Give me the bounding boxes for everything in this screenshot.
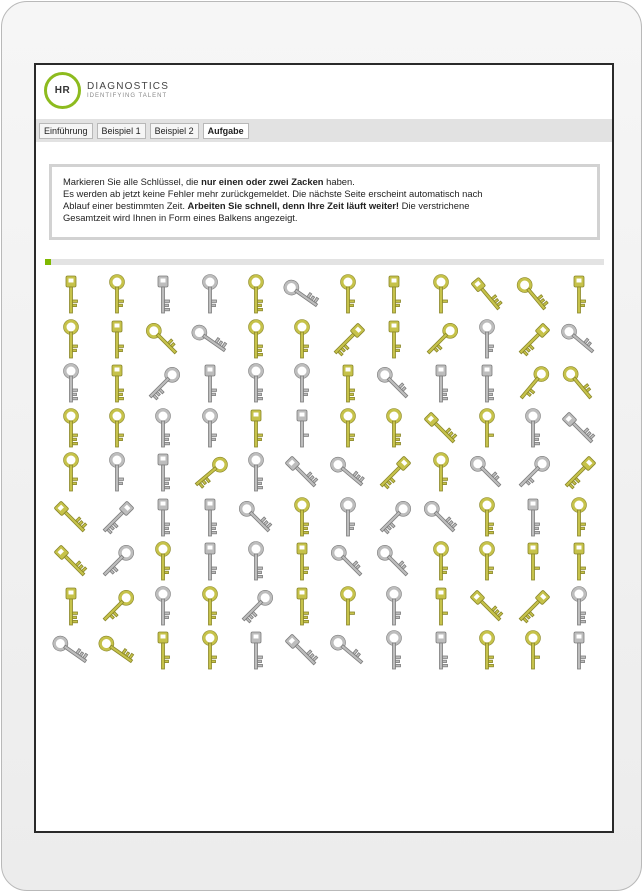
key-item[interactable] (557, 585, 601, 629)
key-icon (280, 362, 324, 406)
key-icon (141, 629, 185, 673)
key-item[interactable] (141, 362, 185, 406)
key-item[interactable] (372, 407, 416, 451)
key-icon (419, 629, 463, 673)
key-item[interactable] (465, 629, 509, 673)
key-icon (511, 496, 555, 540)
key-icon (557, 496, 601, 540)
key-icon (234, 407, 278, 451)
key-item[interactable] (372, 540, 416, 584)
key-item[interactable] (557, 629, 601, 673)
key-icon (326, 407, 370, 451)
tab-beispiel-2[interactable]: Beispiel 2 (150, 123, 199, 139)
key-icon (511, 540, 555, 584)
key-item[interactable] (95, 629, 139, 673)
key-icon (511, 585, 555, 629)
key-item[interactable] (372, 629, 416, 673)
key-icon (95, 629, 139, 673)
key-icon (372, 585, 416, 629)
key-icon (465, 273, 509, 317)
key-icon (141, 318, 185, 362)
instruction-line-1 (63, 176, 585, 188)
key-item[interactable] (188, 273, 232, 317)
key-item[interactable] (188, 540, 232, 584)
key-item[interactable] (557, 451, 601, 495)
key-item[interactable] (326, 273, 370, 317)
key-icon (465, 629, 509, 673)
key-item[interactable] (280, 273, 324, 317)
key-item[interactable] (280, 318, 324, 362)
key-item[interactable] (141, 540, 185, 584)
key-item[interactable] (49, 407, 93, 451)
instruction-line-4: Gesamtzeit wird Ihnen in Form eines Balkens angezeigt. (63, 212, 298, 223)
key-item[interactable] (419, 496, 463, 540)
key-icon (280, 629, 324, 673)
key-item[interactable] (280, 496, 324, 540)
key-item[interactable] (465, 496, 509, 540)
key-item[interactable] (372, 273, 416, 317)
key-icon (511, 362, 555, 406)
key-item[interactable] (419, 540, 463, 584)
key-icon (465, 362, 509, 406)
key-item[interactable] (280, 540, 324, 584)
key-item[interactable] (49, 273, 93, 317)
key-icon (557, 585, 601, 629)
key-icon (280, 496, 324, 540)
key-icon (95, 407, 139, 451)
key-icon (372, 496, 416, 540)
tablet-frame (1, 1, 642, 891)
tab-bar (36, 119, 612, 142)
key-icon (280, 540, 324, 584)
key-item[interactable] (511, 318, 555, 362)
key-item[interactable] (419, 451, 463, 495)
key-icon (419, 407, 463, 451)
key-icon (141, 451, 185, 495)
key-item[interactable] (557, 318, 601, 362)
key-item[interactable] (465, 318, 509, 362)
key-item[interactable] (511, 273, 555, 317)
key-icon (511, 273, 555, 317)
key-icon (234, 540, 278, 584)
key-icon (188, 585, 232, 629)
key-icon (49, 496, 93, 540)
key-item[interactable] (419, 629, 463, 673)
key-icon (141, 362, 185, 406)
key-item[interactable] (511, 362, 555, 406)
key-item[interactable] (419, 318, 463, 362)
key-item[interactable] (465, 585, 509, 629)
key-item[interactable] (188, 629, 232, 673)
key-item[interactable] (372, 318, 416, 362)
key-item[interactable] (511, 629, 555, 673)
instruction-text: Die verstrichene (399, 200, 470, 211)
key-icon (141, 540, 185, 584)
logo-ring (44, 72, 81, 109)
key-item[interactable] (419, 407, 463, 451)
key-item[interactable] (141, 273, 185, 317)
key-item[interactable] (188, 362, 232, 406)
key-item[interactable] (95, 362, 139, 406)
key-icon (234, 451, 278, 495)
key-icon (234, 273, 278, 317)
key-icon (95, 273, 139, 317)
key-icon (188, 540, 232, 584)
key-icon (511, 407, 555, 451)
key-item[interactable] (326, 362, 370, 406)
key-icon (49, 407, 93, 451)
key-icon (234, 585, 278, 629)
key-icon (141, 585, 185, 629)
key-icon (557, 273, 601, 317)
key-icon (188, 496, 232, 540)
key-icon (141, 496, 185, 540)
key-item[interactable] (95, 496, 139, 540)
key-icon (49, 318, 93, 362)
key-item[interactable] (280, 451, 324, 495)
key-item[interactable] (511, 496, 555, 540)
key-icon (95, 540, 139, 584)
key-item[interactable] (95, 318, 139, 362)
key-item[interactable] (326, 496, 370, 540)
key-item[interactable] (141, 318, 185, 362)
key-item[interactable] (188, 496, 232, 540)
key-icon (280, 273, 324, 317)
key-item[interactable] (49, 451, 93, 495)
logo-name: DIAGNOSTICS (87, 80, 170, 92)
key-icon (419, 451, 463, 495)
key-icon (511, 629, 555, 673)
key-item[interactable] (511, 451, 555, 495)
key-icon (188, 273, 232, 317)
key-item[interactable] (280, 629, 324, 673)
key-icon (372, 362, 416, 406)
key-icon (280, 318, 324, 362)
instruction-text: haben. (323, 176, 355, 187)
hr-diagnostics-logo (44, 72, 169, 109)
key-icon (280, 451, 324, 495)
time-progress-bar (45, 259, 604, 265)
instruction-line-2: Es werden ab jetzt keine Fehler mehr zurückgemeldet. Die nächste Seite erscheint automatisch nach (63, 188, 483, 199)
key-icon (465, 451, 509, 495)
key-item[interactable] (465, 540, 509, 584)
key-icon (326, 540, 370, 584)
key-item[interactable] (280, 407, 324, 451)
key-icon (372, 318, 416, 362)
key-icon (234, 629, 278, 673)
key-icon (188, 407, 232, 451)
instruction-emphasis: nur einen oder zwei Zacken (201, 176, 324, 187)
key-icon (326, 362, 370, 406)
key-item[interactable] (188, 407, 232, 451)
key-icon (419, 362, 463, 406)
key-icon (141, 273, 185, 317)
key-icon (326, 496, 370, 540)
key-item[interactable] (557, 407, 601, 451)
key-item[interactable] (511, 540, 555, 584)
key-icon (419, 273, 463, 317)
key-icon (419, 496, 463, 540)
key-icon (372, 407, 416, 451)
key-item[interactable] (557, 540, 601, 584)
key-item[interactable] (141, 629, 185, 673)
key-item[interactable] (49, 362, 93, 406)
key-icon (326, 273, 370, 317)
key-icon (280, 407, 324, 451)
key-item[interactable] (95, 585, 139, 629)
key-icon (49, 273, 93, 317)
key-item[interactable] (234, 451, 278, 495)
key-item[interactable] (141, 585, 185, 629)
key-icon (95, 362, 139, 406)
logo-mark: HR (54, 85, 71, 96)
key-grid (49, 273, 603, 673)
key-item[interactable] (234, 318, 278, 362)
key-icon (326, 451, 370, 495)
instruction-text: Ablauf einer bestimmten Zeit. (63, 200, 188, 211)
key-item[interactable] (326, 318, 370, 362)
key-icon (557, 318, 601, 362)
key-item[interactable] (141, 496, 185, 540)
key-icon (465, 407, 509, 451)
key-icon (95, 451, 139, 495)
key-item[interactable] (234, 362, 278, 406)
key-icon (511, 451, 555, 495)
instruction-text: Markieren Sie alle Schlüssel, die (63, 176, 202, 187)
key-icon (234, 362, 278, 406)
key-item[interactable] (188, 585, 232, 629)
key-item[interactable] (419, 585, 463, 629)
key-icon (557, 451, 601, 495)
key-item[interactable] (419, 362, 463, 406)
key-icon (372, 629, 416, 673)
tab-beispiel-1[interactable]: Beispiel 1 (97, 123, 146, 139)
key-icon (188, 629, 232, 673)
key-item[interactable] (234, 273, 278, 317)
key-item[interactable] (188, 451, 232, 495)
key-item[interactable] (465, 273, 509, 317)
key-icon (372, 273, 416, 317)
time-progress-fill (45, 259, 51, 265)
key-icon (465, 585, 509, 629)
key-icon (49, 585, 93, 629)
key-icon (326, 585, 370, 629)
app-screen (34, 63, 614, 833)
key-item[interactable] (49, 585, 93, 629)
key-item[interactable] (141, 451, 185, 495)
key-item[interactable] (280, 585, 324, 629)
key-item[interactable] (49, 496, 93, 540)
key-icon (280, 585, 324, 629)
key-item[interactable] (465, 451, 509, 495)
key-icon (188, 362, 232, 406)
key-icon (557, 362, 601, 406)
key-item[interactable] (511, 407, 555, 451)
key-icon (419, 540, 463, 584)
key-item[interactable] (372, 496, 416, 540)
key-item[interactable] (326, 451, 370, 495)
key-icon (49, 629, 93, 673)
key-item[interactable] (465, 407, 509, 451)
key-item[interactable] (326, 540, 370, 584)
instruction-emphasis: Arbeiten Sie schnell, denn Ihre Zeit läuft weiter! (187, 200, 400, 211)
key-icon (234, 318, 278, 362)
key-icon (234, 496, 278, 540)
key-item[interactable] (557, 496, 601, 540)
key-icon (465, 540, 509, 584)
key-item[interactable] (326, 629, 370, 673)
key-icon (557, 629, 601, 673)
key-item[interactable] (511, 585, 555, 629)
key-icon (49, 362, 93, 406)
key-item[interactable] (326, 407, 370, 451)
key-icon (465, 318, 509, 362)
logo-tagline: IDENTIFYING TALENT (87, 92, 168, 99)
key-item[interactable] (557, 273, 601, 317)
key-icon (141, 407, 185, 451)
key-icon (557, 407, 601, 451)
key-item[interactable] (49, 318, 93, 362)
key-item[interactable] (49, 540, 93, 584)
key-item[interactable] (234, 540, 278, 584)
key-icon (419, 585, 463, 629)
key-item[interactable] (95, 273, 139, 317)
key-item[interactable] (465, 362, 509, 406)
key-item[interactable] (557, 362, 601, 406)
key-icon (511, 318, 555, 362)
key-icon (326, 318, 370, 362)
key-icon (326, 629, 370, 673)
key-item[interactable] (188, 318, 232, 362)
key-icon (188, 318, 232, 362)
key-item[interactable] (234, 629, 278, 673)
key-icon (557, 540, 601, 584)
key-item[interactable] (280, 362, 324, 406)
key-item[interactable] (372, 362, 416, 406)
key-item[interactable] (49, 629, 93, 673)
key-item[interactable] (326, 585, 370, 629)
key-icon (49, 451, 93, 495)
key-item[interactable] (95, 540, 139, 584)
key-icon (465, 496, 509, 540)
instruction-line-3 (63, 200, 585, 212)
key-icon (188, 451, 232, 495)
key-item[interactable] (234, 407, 278, 451)
key-icon (372, 451, 416, 495)
key-icon (49, 540, 93, 584)
instructions-box (49, 164, 600, 240)
key-item[interactable] (141, 407, 185, 451)
app-header (36, 65, 612, 119)
key-icon (372, 540, 416, 584)
key-item[interactable] (372, 585, 416, 629)
tab-aufgabe[interactable]: Aufgabe (203, 123, 249, 139)
tab-einfuehrung[interactable]: Einführung (39, 123, 93, 139)
key-icon (419, 318, 463, 362)
key-icon (95, 318, 139, 362)
key-item[interactable] (372, 451, 416, 495)
key-item[interactable] (234, 496, 278, 540)
key-item[interactable] (95, 407, 139, 451)
key-icon (95, 585, 139, 629)
key-icon (95, 496, 139, 540)
key-item[interactable] (95, 451, 139, 495)
key-item[interactable] (234, 585, 278, 629)
key-item[interactable] (419, 273, 463, 317)
